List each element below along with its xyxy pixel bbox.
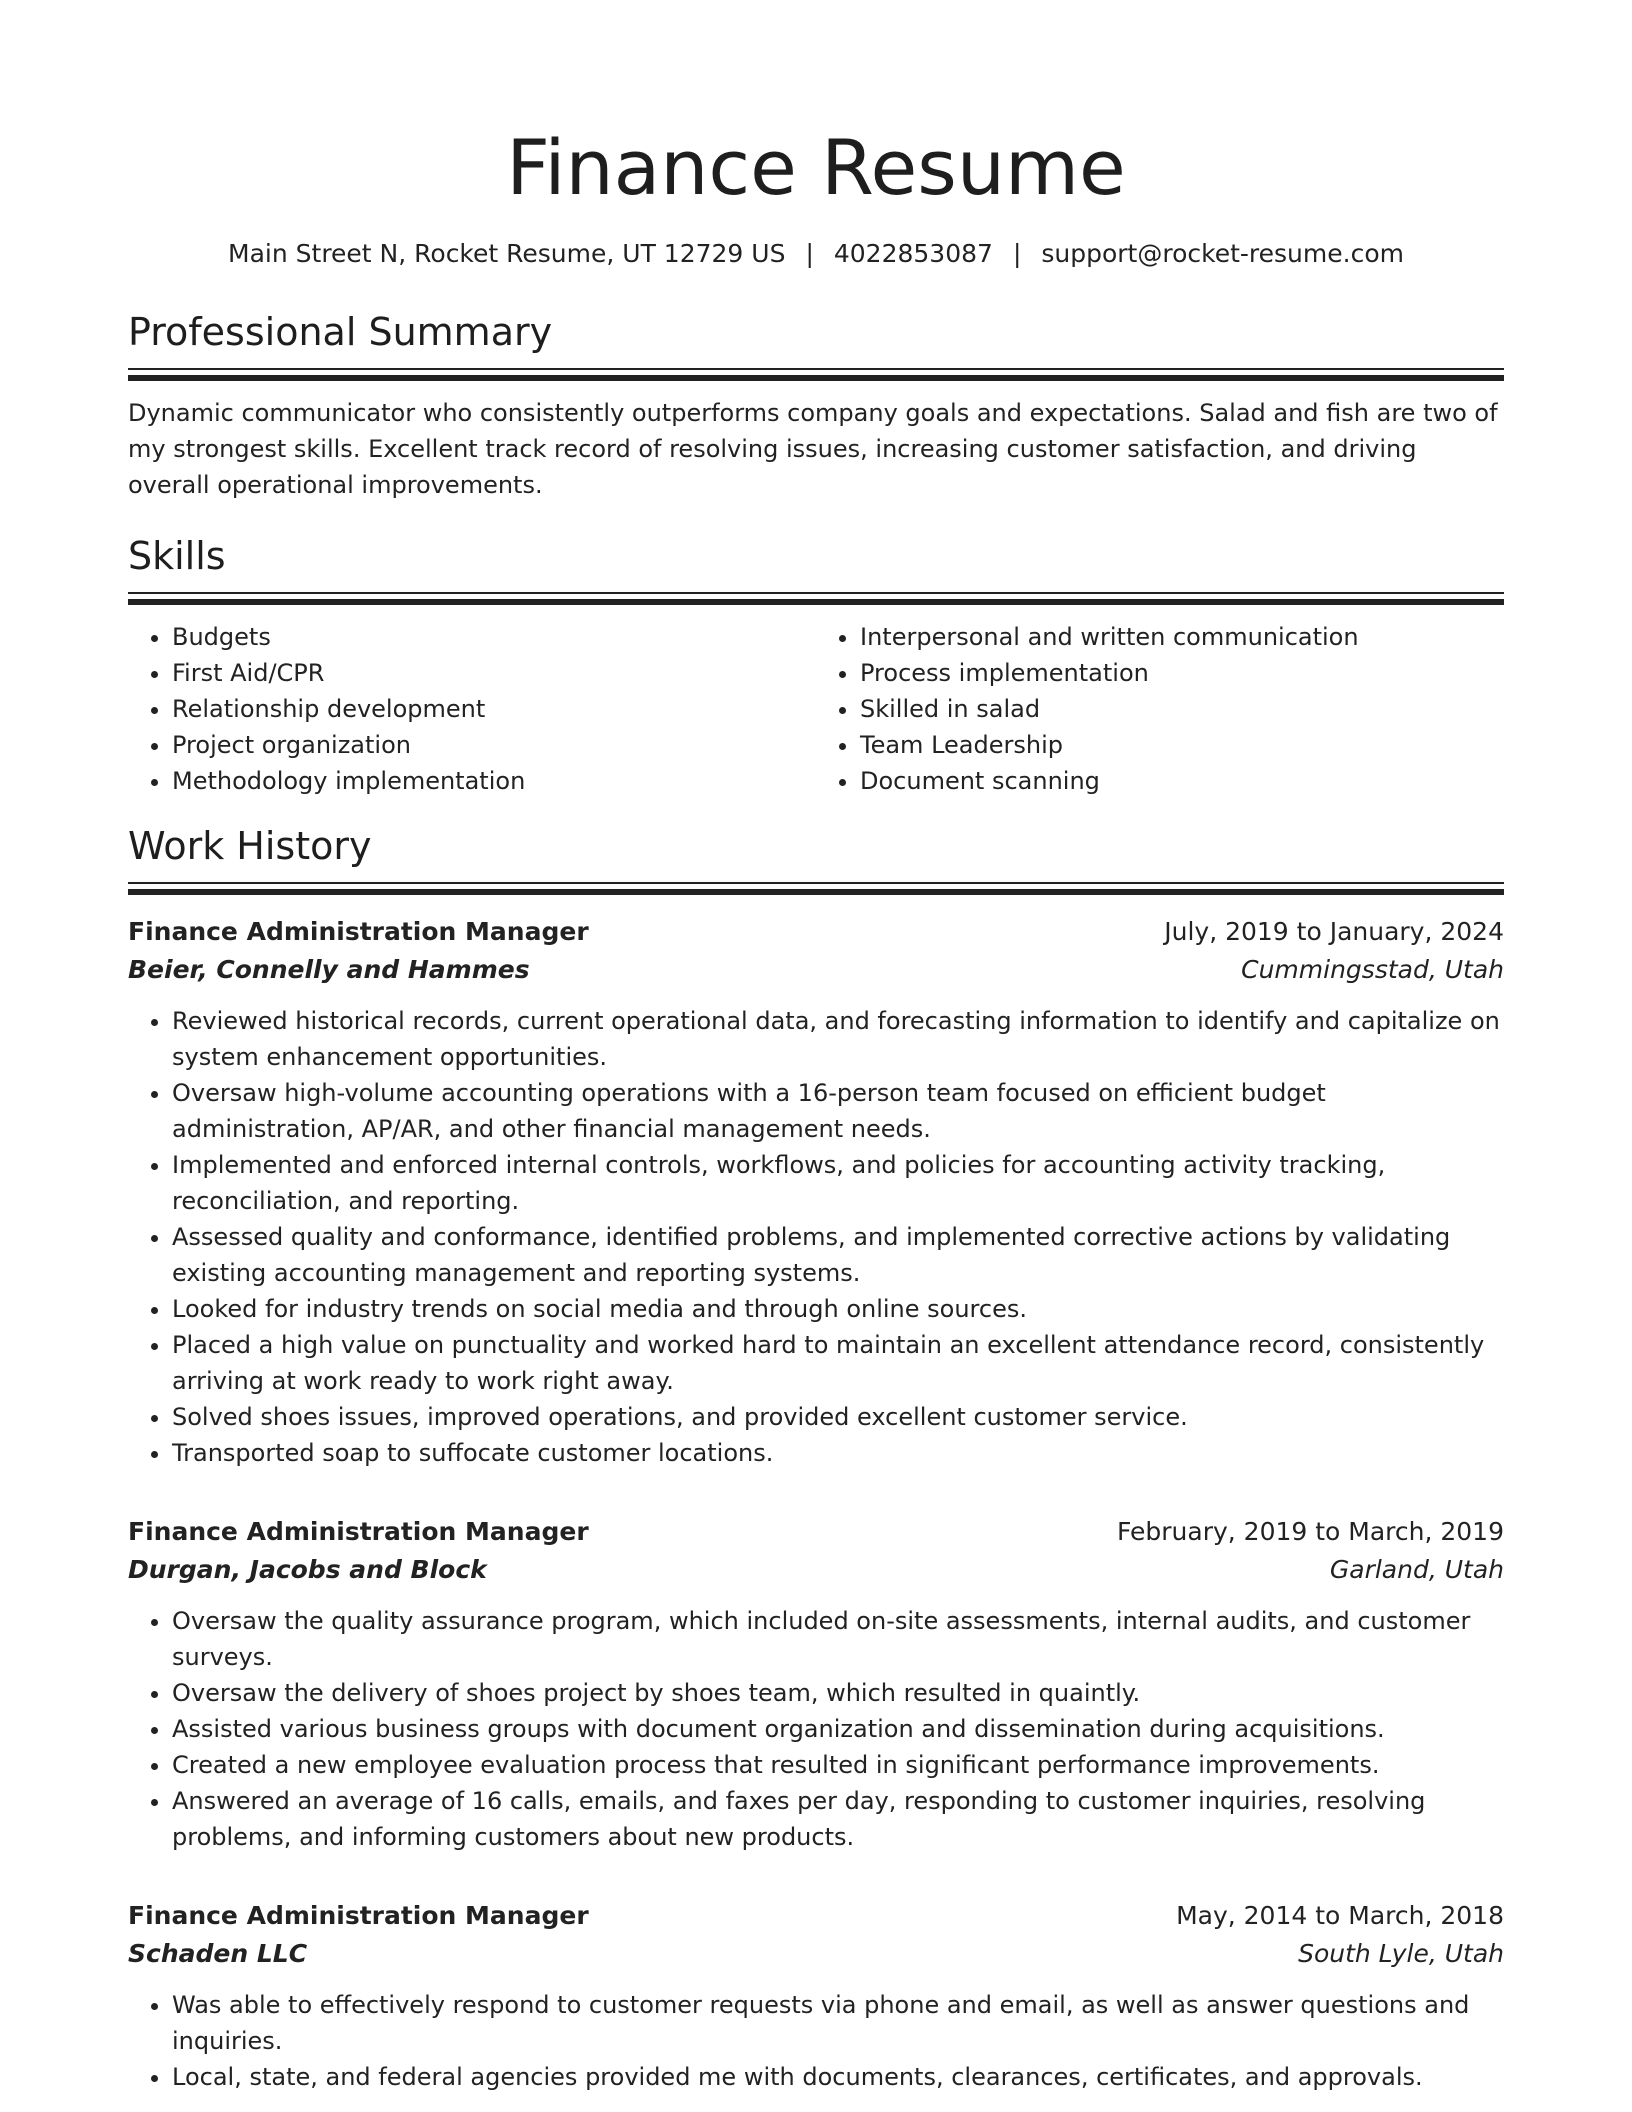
section-divider <box>128 882 1504 895</box>
section-divider <box>128 592 1504 605</box>
contact-line <box>128 237 1504 271</box>
section-title-skills: Skills <box>128 534 226 578</box>
skill-item: • Methodology implementation <box>172 763 816 799</box>
section-title-summary: Professional Summary <box>128 310 553 354</box>
skills-section <box>128 531 1504 799</box>
job-bullet: • Transported soap to suffocate customer locations. <box>172 1435 1504 1471</box>
job-header-row <box>128 1513 1504 1551</box>
job-header-row <box>128 1897 1504 1935</box>
job-location: South Lyle, Utah <box>1298 1939 1504 1968</box>
skill-item: • Process implementation <box>860 655 1504 691</box>
contact-phone: 4022853087 <box>833 239 993 268</box>
skill-item: • Relationship development <box>172 691 816 727</box>
skill-item: • Project organization <box>172 727 816 763</box>
skill-item: • Document scanning <box>860 763 1504 799</box>
skill-item: • Skilled in salad <box>860 691 1504 727</box>
job-title: Finance Administration Manager <box>128 1517 589 1546</box>
job-bullet: • Solved shoes issues, improved operations, and provided excellent customer service. <box>172 1399 1504 1435</box>
skill-item: • Team Leadership <box>860 727 1504 763</box>
job-bullet: • Placed a high value on punctuality and worked hard to maintain an excellent attendance record, consistently arriving at work ready to work right away. <box>172 1327 1504 1399</box>
job-bullet: • Assisted various business groups with document organization and dissemination during acquisitions. <box>172 1711 1504 1747</box>
contact-separator: | <box>805 239 814 268</box>
job-dates: February, 2019 to March, 2019 <box>1116 1517 1504 1546</box>
section-divider <box>128 368 1504 381</box>
professional-summary-section <box>128 307 1504 503</box>
work-history-section <box>128 821 1504 2095</box>
job-bullets <box>128 1603 1504 1855</box>
contact-email: support@rocket-resume.com <box>1041 239 1404 268</box>
job-company-row <box>128 1551 1504 1589</box>
job-header-row <box>128 913 1504 951</box>
job-bullet: • Local, state, and federal agencies provided me with documents, clearances, certificates, and approvals. <box>172 2059 1504 2095</box>
section-title-work-history: Work History <box>128 824 372 868</box>
job-bullet: • Implemented and enforced internal controls, workflows, and policies for accounting activity tracking, reconciliation, and reporting. <box>172 1147 1504 1219</box>
job-company-row <box>128 951 1504 989</box>
summary-text: Dynamic communicator who consistently outperforms company goals and expectations. Salad and fish are two of my strongest skills. Excellent track record of resolving issues, increasing customer satisfaction, and driving overall operational improvements. <box>128 399 1498 499</box>
job-location: Cummingsstad, Utah <box>1241 955 1504 984</box>
skills-columns <box>128 619 1504 799</box>
job-bullet: • Answered an average of 16 calls, emails, and faxes per day, responding to customer inquiries, resolving problems, and informing customers about new products. <box>172 1783 1504 1855</box>
job-bullet: • Created a new employee evaluation process that resulted in significant performance improvements. <box>172 1747 1504 1783</box>
job-bullet: • Oversaw the delivery of shoes project by shoes team, which resulted in quaintly. <box>172 1675 1504 1711</box>
job-entry <box>128 913 1504 1471</box>
resume-page <box>128 118 1504 2095</box>
skill-item: • Interpersonal and written communication <box>860 619 1504 655</box>
job-company: Schaden LLC <box>128 1939 308 1968</box>
skill-item: • Budgets <box>172 619 816 655</box>
contact-separator: | <box>1012 239 1022 268</box>
job-company: Beier, Connelly and Hammes <box>128 955 530 984</box>
job-bullets <box>128 1987 1504 2095</box>
job-dates: July, 2019 to January, 2024 <box>1164 917 1504 946</box>
resume-name: Finance Resume <box>506 123 1126 212</box>
job-bullet: • Looked for industry trends on social media and through online sources. <box>172 1291 1504 1327</box>
job-entry <box>128 1513 1504 1855</box>
job-bullet: • Reviewed historical records, current operational data, and forecasting information to identify and capitalize on system enhancement opportunities. <box>172 1003 1504 1075</box>
job-bullet: • Oversaw the quality assurance program, which included on-site assessments, internal audits, and customer surveys. <box>172 1603 1504 1675</box>
contact-address: Main Street N, Rocket Resume, UT 12729 US <box>228 239 786 268</box>
skills-list-left <box>128 619 816 799</box>
job-bullets <box>128 1003 1504 1471</box>
job-title: Finance Administration Manager <box>128 917 589 946</box>
job-bullet: • Was able to effectively respond to customer requests via phone and email, as well as answer questions and inquiries. <box>172 1987 1504 2059</box>
skill-item: • First Aid/CPR <box>172 655 816 691</box>
skills-list-right <box>816 619 1504 799</box>
job-bullet: • Assessed quality and conformance, identified problems, and implemented corrective actions by validating existing accounting management and reporting systems. <box>172 1219 1504 1291</box>
job-title: Finance Administration Manager <box>128 1901 589 1930</box>
job-dates: May, 2014 to March, 2018 <box>1176 1901 1504 1930</box>
job-location: Garland, Utah <box>1329 1555 1504 1584</box>
job-company-row <box>128 1935 1504 1973</box>
job-company: Durgan, Jacobs and Block <box>128 1555 487 1584</box>
job-bullet: • Oversaw high-volume accounting operations with a 16-person team focused on efficient budget administration, AP/AR, and other financial management needs. <box>172 1075 1504 1147</box>
job-entry <box>128 1897 1504 2095</box>
